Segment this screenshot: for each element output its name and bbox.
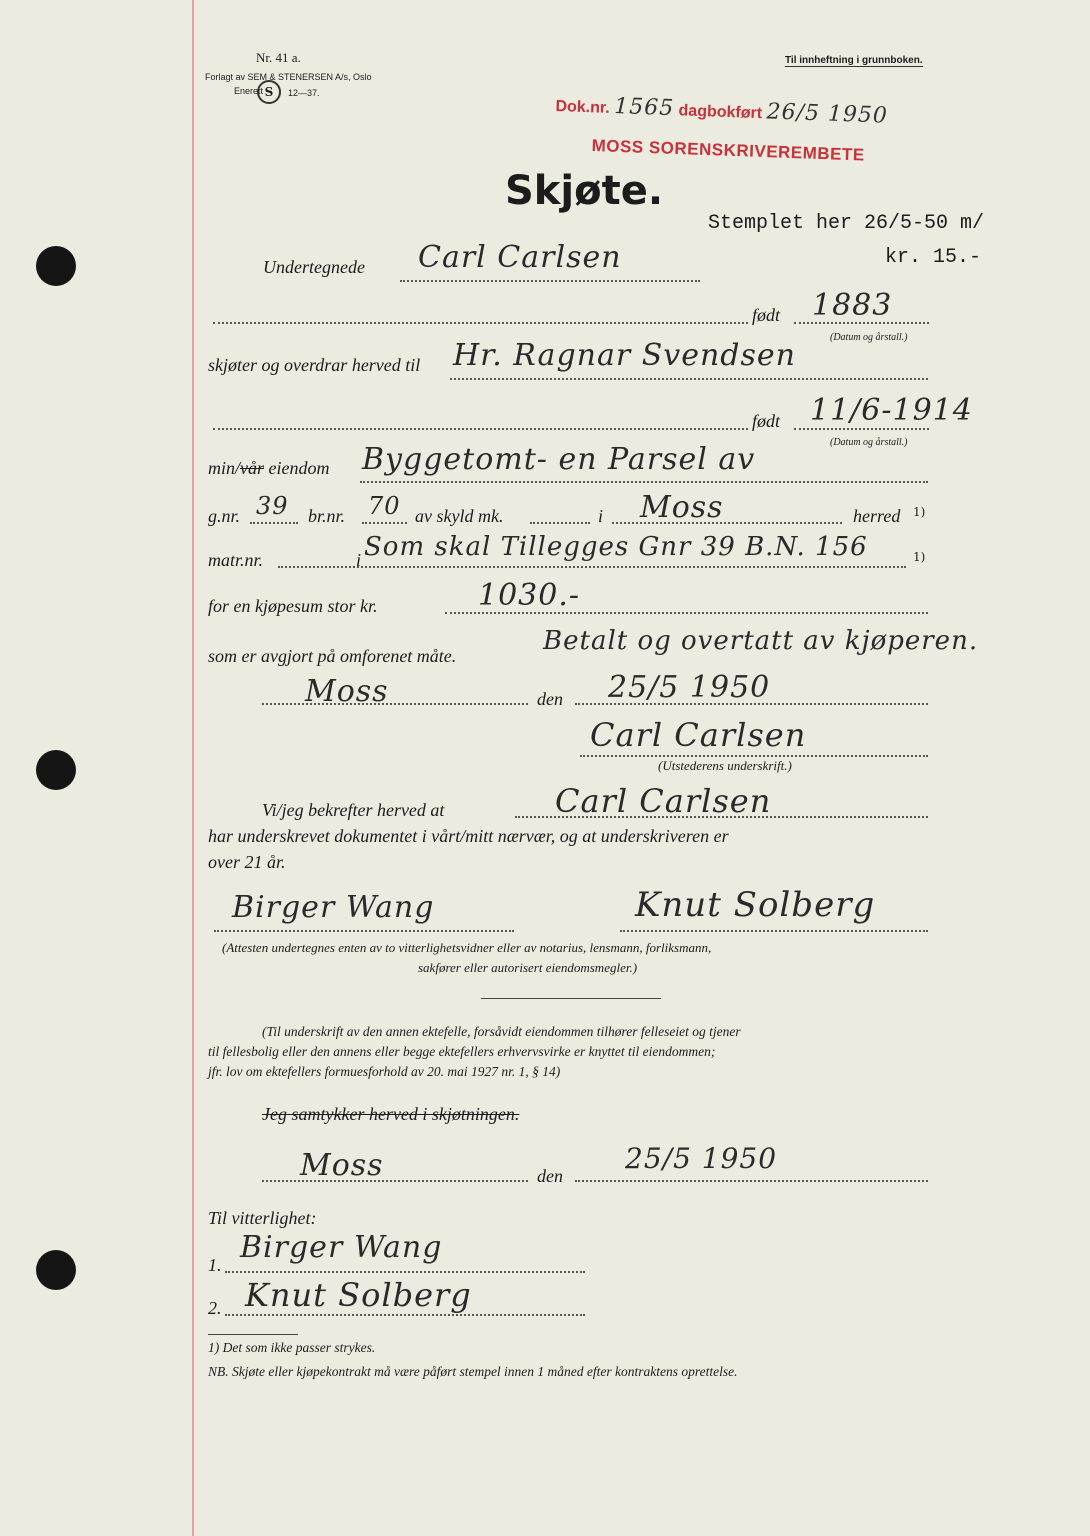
spouse-place: Moss xyxy=(300,1148,384,1183)
municipality: Moss xyxy=(640,490,724,525)
issuer-signature: Carl Carlsen xyxy=(590,716,807,754)
skyld-label: av skyld mk. xyxy=(415,506,504,526)
witness-signature-2: Knut Solberg xyxy=(635,885,876,925)
i-label-2: i xyxy=(356,550,362,570)
spouse-note-3: jfr. lov om ektefellers formuesforhold av 20. mai 1927 nr. 1, § 14) xyxy=(208,1064,561,1079)
confirm-name: Carl Carlsen xyxy=(555,782,772,820)
form-number: Nr. 41 a. xyxy=(256,50,301,65)
spouse-note: (Til underskrift av den annen ektefelle, forsåvidt eiendommen tilhører felleseiet og tjener xyxy=(262,1024,741,1039)
publisher-line: Forlagt av SEM & STENERSEN A/s, Oslo xyxy=(205,72,372,82)
stamp-label: Dok.nr. xyxy=(555,97,610,117)
footnote: 1) Det som ikke passer strykes. xyxy=(208,1340,376,1355)
settled-text: Betalt og overtatt av kjøperen. xyxy=(543,626,979,656)
publisher-enerett: Enerett xyxy=(234,86,264,96)
datum-caption-2: (Datum og årstall.) xyxy=(830,437,908,448)
publisher-date: 12—37. xyxy=(288,88,320,98)
footnote-mark-2: 1) xyxy=(913,550,926,564)
witness-label: Til vitterlighet: xyxy=(208,1208,317,1228)
stamp-note-line1: Stemplet her 26/5-50 m/ xyxy=(708,212,985,235)
price-value: 1030.- xyxy=(478,578,581,613)
publisher-logo-icon: S xyxy=(257,80,281,104)
stamp-office: MOSS SORENSKRIVEREMBETE xyxy=(591,136,865,165)
property-description: Byggetomt- en Parsel av xyxy=(362,442,756,477)
confirm-label: Vi/jeg bekrefter herved at xyxy=(262,800,445,820)
spouse-note-2: til fellesbolig eller den annens eller begge ektefellers erhvervsvirke er knyttet til eiendommen; xyxy=(208,1044,716,1059)
den-label: den xyxy=(537,689,563,709)
witness-2-number: 2. xyxy=(208,1298,222,1318)
footnote-divider xyxy=(208,1334,298,1335)
punch-hole xyxy=(36,750,76,790)
price-label: for en kjøpesum stor kr. xyxy=(208,596,378,616)
attestation-text-2: over 21 år. xyxy=(208,852,286,872)
matr-label: matr.nr. xyxy=(208,550,264,570)
gnr-label: g.nr. xyxy=(208,506,241,526)
witness-2-signature: Knut Solberg xyxy=(245,1276,472,1314)
attestation-note-2: sakfører eller autorisert eiendomsmegler.) xyxy=(418,960,638,975)
stamp-number: 1565 xyxy=(613,94,675,122)
i-label: i xyxy=(598,506,604,526)
witness-1-number: 1. xyxy=(208,1255,222,1275)
registration-stamp xyxy=(555,92,888,129)
buyer-born: 11/6-1914 xyxy=(810,393,973,428)
spouse-den-label: den xyxy=(537,1166,563,1186)
fodt-label: født xyxy=(752,305,781,325)
document-title: Skjøte. xyxy=(505,168,664,214)
punch-hole xyxy=(36,1250,76,1290)
matr-text: Som skal Tillegges Gnr 39 B.N. 156 xyxy=(364,532,868,562)
stamp-date: 26/5 1950 xyxy=(766,99,889,129)
attestation-text: har underskrevet dokumentet i vårt/mitt nærvær, og at underskriveren er xyxy=(208,826,729,846)
datum-caption: (Datum og årstall.) xyxy=(830,332,908,343)
footnote-mark: 1) xyxy=(913,505,926,519)
consent-line: Jeg samtykker herved i skjøtningen. xyxy=(262,1104,520,1124)
divider xyxy=(481,998,661,999)
seller-name: Carl Carlsen xyxy=(418,240,622,275)
punch-hole xyxy=(36,246,76,286)
date: 25/5 1950 xyxy=(608,670,771,705)
spouse-date: 25/5 1950 xyxy=(625,1142,778,1175)
margin-line xyxy=(192,0,194,1536)
transfer-label: skjøter og overdrar herved til xyxy=(208,355,421,375)
buyer-name: Hr. Ragnar Svendsen xyxy=(453,338,796,373)
fodt-label-2: født xyxy=(752,411,781,431)
settled-label: som er avgjort på omforenet måte. xyxy=(208,646,457,666)
undertegnede-label: Undertegnede xyxy=(263,257,365,277)
property-label: min/vår eiendom xyxy=(208,458,330,478)
witness-1-signature: Birger Wang xyxy=(240,1230,443,1265)
stamp-note-line2: kr. 15.- xyxy=(885,246,982,269)
gnr-value: 39 xyxy=(256,492,289,520)
brnr-label: br.nr. xyxy=(308,506,346,526)
place: Moss xyxy=(305,674,389,709)
issuer-caption: (Utstederens underskrift.) xyxy=(658,758,792,773)
brnr-value: 70 xyxy=(368,492,401,520)
stamp-label-dagbok: dagbokført xyxy=(678,102,763,123)
witness-signature-1: Birger Wang xyxy=(232,890,435,925)
seller-born: 1883 xyxy=(812,288,893,323)
attestation-note: (Attesten undertegnes enten av to vitterlighetsvidner eller av notarius, lensmann, forliksmann, xyxy=(222,940,712,955)
herred-label: herred xyxy=(853,506,901,526)
nb-note: NB. Skjøte eller kjøpekontrakt må være påført stempel innen 1 måned efter kontraktens oprettelse. xyxy=(208,1364,738,1379)
binding-note: Til innheftning i grunnboken. xyxy=(785,55,923,66)
